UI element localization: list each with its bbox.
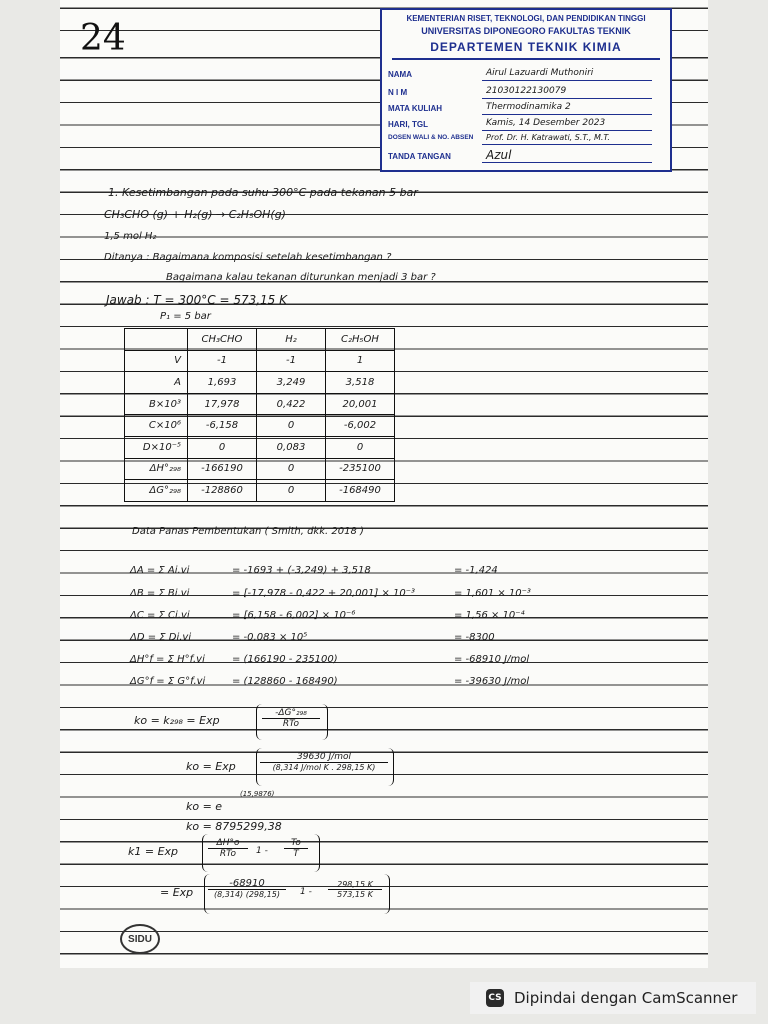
table-cell: -235100 xyxy=(326,458,395,480)
calc-expr: = [6,158 - 6,002] × 10⁻⁶ xyxy=(232,610,356,621)
stamp-line xyxy=(482,130,652,131)
table-cell: ΔG°₂₉₈ xyxy=(125,480,188,502)
table-row xyxy=(125,480,395,502)
table-cell: D×10⁻⁵ xyxy=(125,436,188,458)
k1-equation-2: = Exp xyxy=(160,886,194,899)
calc-result: = 1,56 × 10⁻⁴ xyxy=(454,610,525,621)
answer-temperature: Jawab : T = 300°C = 573,15 K xyxy=(106,293,288,307)
fraction xyxy=(208,878,286,899)
camscanner-watermark xyxy=(470,982,756,1014)
calc-lhs: ΔB = Σ Bi.vi xyxy=(130,588,190,599)
table-cell: 0 xyxy=(257,458,326,480)
table-header: CH₃CHO xyxy=(188,329,257,351)
table-cell: -128860 xyxy=(188,480,257,502)
stamp-value-name: Airul Lazuardi Muthoniri xyxy=(486,68,594,78)
table-cell: 3,518 xyxy=(326,372,395,394)
table-cell: -168490 xyxy=(326,480,395,502)
table-cell: -6,002 xyxy=(326,415,395,437)
paren-one-minus: 1 - xyxy=(300,887,312,897)
mol-given: 1,5 mol H₂ xyxy=(104,231,157,242)
calc-lhs: ΔC = Σ Ci.vi xyxy=(130,610,190,621)
reaction-equation: CH₃CHO (g) + H₂(g) → C₂H₅OH(g) xyxy=(104,208,286,221)
stamp-divider xyxy=(392,58,660,60)
paren-one-minus: 1 - xyxy=(256,846,268,856)
problem-statement: 1. Kesetimbangan pada suhu 300°C pada tekanan 5 bar xyxy=(108,186,418,199)
calc-result: = 1,601 × 10⁻³ xyxy=(454,588,531,599)
k0-equation-2: ko = Exp xyxy=(186,760,236,773)
fraction xyxy=(328,880,382,899)
stamp-label-lecturer: DOSEN WALI & NO. ABSEN xyxy=(388,134,474,141)
calc-result: = -39630 J/mol xyxy=(454,676,530,687)
fraction-numerator: 298,15 K xyxy=(328,880,382,890)
stamp-label-signature: TANDA TANGAN xyxy=(388,152,451,161)
table-cell: ΔH°₂₉₈ xyxy=(125,458,188,480)
table-row xyxy=(125,458,395,480)
fraction-numerator: -68910 xyxy=(208,878,286,890)
table-row xyxy=(125,372,395,394)
k0-equation-3: ko = e xyxy=(186,800,223,813)
notebook-logo: SIDU xyxy=(120,924,160,954)
fraction xyxy=(284,838,308,859)
table-cell: -1 xyxy=(188,350,257,372)
calc-expr: = (166190 - 235100) xyxy=(232,654,338,665)
data-source: Data Panas Pembentukan ( Smith, dkk. 2018 ) xyxy=(132,526,364,537)
table-cell: -166190 xyxy=(188,458,257,480)
k0-equation-1: ko = k₂₉₈ = Exp xyxy=(134,714,220,727)
table-cell: 0 xyxy=(257,480,326,502)
calc-lhs: ΔD = Σ Di.vi xyxy=(130,632,192,643)
stamp-department: DEPARTEMEN TEKNIK KIMIA xyxy=(430,40,622,54)
fraction-denominator: (8,314 J/mol K . 298,15 K) xyxy=(272,763,376,772)
table-header: H₂ xyxy=(257,329,326,351)
table-cell: -1 xyxy=(257,350,326,372)
stamp-value-lecturer: Prof. Dr. H. Katrawati, S.T., M.T. xyxy=(486,133,610,142)
fraction-numerator: 39630 J/mol xyxy=(260,752,388,763)
table-cell: V xyxy=(125,350,188,372)
k0-result: ko = 8795299,38 xyxy=(186,820,282,833)
fraction-numerator: To xyxy=(284,838,308,849)
fraction-denominator: RTo xyxy=(282,719,300,729)
calc-expr: = (128860 - 168490) xyxy=(232,676,338,687)
fraction-denominator: RTo xyxy=(219,849,237,859)
calc-expr: = [-17,978 - 0,422 + 20,001] × 10⁻³ xyxy=(232,588,416,599)
stamp-line xyxy=(482,80,652,81)
table-cell: A xyxy=(125,372,188,394)
fraction-numerator: ΔH°o xyxy=(208,838,248,849)
stamp-label-date: HARI, TGL xyxy=(388,120,428,129)
stamp-value-date: Kamis, 14 Desember 2023 xyxy=(486,118,606,128)
stamp-label-course: MATA KULIAH xyxy=(388,104,443,113)
calc-expr: = -1693 + (-3,249) + 3,518 xyxy=(232,565,371,576)
table-cell: 0,083 xyxy=(257,436,326,458)
table-header: C₂H₅OH xyxy=(326,329,395,351)
table-cell: 0 xyxy=(257,415,326,437)
stamp-university: UNIVERSITAS DIPONEGORO FAKULTAS TEKNIK xyxy=(421,26,631,36)
table-cell: -6,158 xyxy=(188,415,257,437)
calc-expr: = -0,083 × 10⁵ xyxy=(232,632,308,643)
calc-result: = -68910 J/mol xyxy=(454,654,530,665)
table-cell: 0 xyxy=(326,436,395,458)
fraction xyxy=(262,708,320,729)
stamp-line xyxy=(482,98,652,99)
table-row xyxy=(125,350,395,372)
table-cell: 0,422 xyxy=(257,393,326,415)
calc-result: = -1,424 xyxy=(454,565,498,576)
table-header-row xyxy=(125,329,395,351)
stamp-ministry: KEMENTERIAN RISET, TEKNOLOGI, DAN PENDIDIKAN TINGGI xyxy=(406,14,646,23)
table-row xyxy=(125,393,395,415)
stamp-value-nim: 21030122130079 xyxy=(486,86,567,96)
fraction-denominator: T xyxy=(293,849,299,859)
page-number: 24 xyxy=(80,18,126,59)
table-cell: 1,693 xyxy=(188,372,257,394)
table-cell: 1 xyxy=(326,350,395,372)
fraction-numerator: -ΔG°₂₉₈ xyxy=(262,708,320,719)
stamp-label-nim: N I M xyxy=(388,88,408,97)
table-cell: C×10⁶ xyxy=(125,415,188,437)
fraction-denominator: (8,314) (298,15) xyxy=(214,890,280,899)
stamp-line xyxy=(482,144,652,145)
stamp-value-course: Thermodinamika 2 xyxy=(486,102,571,112)
k0-exponent: (15,9876) xyxy=(240,790,275,798)
stamp-line xyxy=(482,162,652,163)
thermo-data-table xyxy=(124,328,395,502)
fraction xyxy=(208,838,248,859)
table-cell: 0 xyxy=(188,436,257,458)
watermark-text: Dipindai dengan CamScanner xyxy=(514,989,738,1007)
answer-pressure: P₁ = 5 bar xyxy=(160,311,211,322)
stamp-line xyxy=(482,114,652,115)
calc-lhs: ΔG°f = Σ G°f.vi xyxy=(130,676,206,687)
camscanner-icon: CS xyxy=(486,989,504,1007)
table-row xyxy=(125,415,395,437)
fraction-denominator: 573,15 K xyxy=(337,890,373,899)
calc-lhs: ΔA = Σ Ai.vi xyxy=(130,565,190,576)
table-cell: 20,001 xyxy=(326,393,395,415)
table-cell: 3,249 xyxy=(257,372,326,394)
calc-result: = -8300 xyxy=(454,632,495,643)
table-row xyxy=(125,436,395,458)
stamp-signature: Azul xyxy=(486,148,512,162)
stamp-label-name: NAMA xyxy=(388,70,412,79)
table-cell xyxy=(125,329,188,351)
question-2: Bagaimana kalau tekanan diturunkan menjadi 3 bar ? xyxy=(166,272,436,283)
calc-lhs: ΔH°f = Σ H°f.vi xyxy=(130,654,205,665)
table-cell: 17,978 xyxy=(188,393,257,415)
table-cell: B×10³ xyxy=(125,393,188,415)
fraction xyxy=(260,752,388,772)
identity-stamp xyxy=(380,8,672,172)
question-1: Ditanya : Bagaimana komposisi setelah kesetimbangan ? xyxy=(104,252,392,263)
k1-equation-1: k1 = Exp xyxy=(128,845,179,858)
